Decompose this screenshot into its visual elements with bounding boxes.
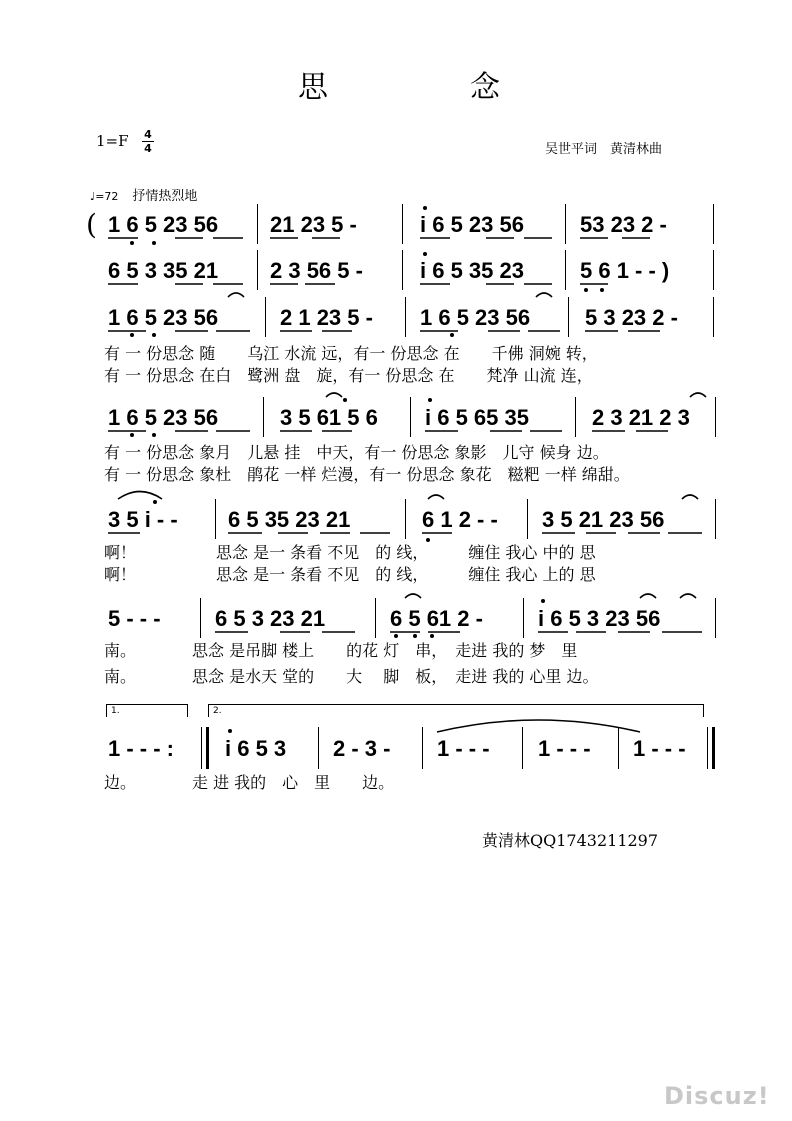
row2-measure3: i 6 5 35 23: [420, 258, 524, 283]
open-parenthesis: (: [86, 208, 97, 241]
row4-measure1: 1 6 5 23 56: [108, 405, 219, 430]
key-signature: 1=F: [96, 132, 129, 150]
slur-arc: [682, 495, 698, 499]
row5-measure2: 6 5 35 23 21: [228, 507, 351, 532]
low-octave-dot: [152, 333, 156, 337]
row7-measure4: 1 - - -: [437, 736, 490, 761]
low-octave-dot: [152, 433, 156, 437]
low-octave-dot: [426, 538, 430, 542]
row7-measure2: i 6 5 3: [225, 736, 287, 761]
row7-measure6: 1 - - -: [633, 736, 686, 761]
row6-measure1: 5 - - -: [108, 606, 161, 631]
row5-measure4: 3 5 21 23 56: [542, 507, 665, 532]
slur-arc: [228, 293, 244, 297]
row4-lyrics-verse2: 有 一 份思念 象杜 鹃花 一样 烂漫，有一 份思念 象花 糍粑 一样 绵甜。: [104, 465, 630, 484]
low-octave-dot: [413, 634, 417, 638]
low-octave-dot: [130, 433, 134, 437]
high-octave-dot: [423, 206, 427, 210]
row3-measure3: 1 6 5 23 56: [420, 305, 531, 330]
row3-lyrics-verse1: 有 一 份思念 随 乌江 水流 远，有一 份思念 在 千佛 洞婉 转，: [104, 344, 598, 363]
low-octave-dot: [600, 288, 604, 292]
credits: 吴世平词 黄清林曲: [545, 142, 663, 157]
row4-measure2: 3 5 61 5 6: [280, 405, 378, 430]
title-char-2: 念: [470, 70, 500, 105]
row3-measure4: 5 3 23 2 -: [585, 305, 678, 330]
volta-second-label: 2.: [213, 706, 222, 716]
row1-measure4: 53 23 2 -: [580, 212, 667, 237]
row6-measure4: i 6 5 3 23 56: [538, 606, 661, 631]
high-octave-dot: [228, 729, 232, 733]
row6-measure2: 6 5 3 23 21: [215, 606, 326, 631]
high-octave-dot: [541, 599, 545, 603]
row2-measure2: 2 3 56 5 -: [270, 258, 363, 283]
row4-measure4: 2 3 21 2 3: [592, 405, 690, 430]
tie-arc: [437, 720, 640, 732]
row6-lyrics-verse1: 南。 思念 是吊脚 楼上 的花 灯 串， 走进 我的 梦 里: [104, 641, 578, 660]
time-signature-bottom: 4: [144, 142, 152, 155]
row6-measure3: 6 5 61 2 -: [390, 606, 483, 631]
arranger-signature: 黄清林QQ1743211297: [482, 831, 659, 850]
row7-lyrics: 边。 走 进 我的 心 里 边。: [104, 773, 395, 792]
low-octave-dot: [152, 241, 156, 245]
row7-measure5: 1 - - -: [538, 736, 591, 761]
row7-measure1: 1 - - - :: [108, 736, 174, 761]
high-octave-dot: [423, 252, 427, 256]
volta-first-label: 1.: [111, 706, 120, 716]
row5-lyrics-verse2: 啊！ 思念 是一 条看 不见 的 线， 缠住 我心 上的 思: [104, 565, 596, 584]
row2-measure1: 6 5 3 35 21: [108, 258, 219, 283]
slur-arc: [536, 293, 552, 297]
row6-lyrics-verse2: 南。 思念 是水天 堂的 大 脚 板， 走进 我的 心里 边。: [104, 667, 599, 686]
tempo-mark: ♩=72: [90, 190, 119, 203]
tempo-expression: 抒情热烈地: [132, 189, 198, 204]
slur-arc: [640, 594, 656, 598]
row2-measure4: 5 6 1 - - ): [580, 258, 670, 283]
slur-arc: [680, 594, 696, 598]
time-signature-top: 4: [144, 128, 152, 141]
row4-measure3: i 6 5 65 35: [425, 405, 529, 430]
low-octave-dot: [450, 333, 454, 337]
watermark-logo: Discuz!: [664, 1082, 770, 1110]
low-octave-dot: [394, 634, 398, 638]
row5-measure3: 6 1 2 - -: [422, 507, 498, 532]
row1-measure1: 1 6 5 23 56: [108, 212, 219, 237]
low-octave-dot: [584, 288, 588, 292]
row1-measure2: 21 23 5 -: [270, 212, 357, 237]
row5-lyrics-verse1: 啊！ 思念 是一 条看 不见 的 线， 缠住 我心 中的 思: [104, 543, 596, 562]
row4-lyrics-verse1: 有 一 份思念 象月 儿悬 挂 中天，有一 份思念 象影 儿守 候身 边。: [104, 443, 609, 462]
high-octave-dot: [343, 398, 347, 402]
title-char-1: 思: [298, 70, 328, 105]
slur-arc: [428, 495, 444, 499]
low-octave-dot: [130, 333, 134, 337]
row5-measure1: 3 5 i - -: [108, 507, 178, 532]
row7-measure3: 2 - 3 -: [333, 736, 391, 761]
high-octave-dot: [153, 500, 157, 504]
row1-measure3: i 6 5 23 56: [420, 212, 524, 237]
slur-arc: [326, 393, 342, 397]
row3-lyrics-verse2: 有 一 份思念 在白 鹭洲 盘 旋，有一 份思念 在 梵净 山流 连，: [104, 366, 593, 385]
low-octave-dot: [130, 241, 134, 245]
slur-arc: [118, 492, 162, 500]
row3-measure1: 1 6 5 23 56: [108, 305, 219, 330]
slur-arc: [690, 393, 706, 397]
row3-measure2: 2 1 23 5 -: [280, 305, 373, 330]
high-octave-dot: [428, 398, 432, 402]
low-octave-dot: [430, 634, 434, 638]
slur-arc: [405, 594, 421, 598]
